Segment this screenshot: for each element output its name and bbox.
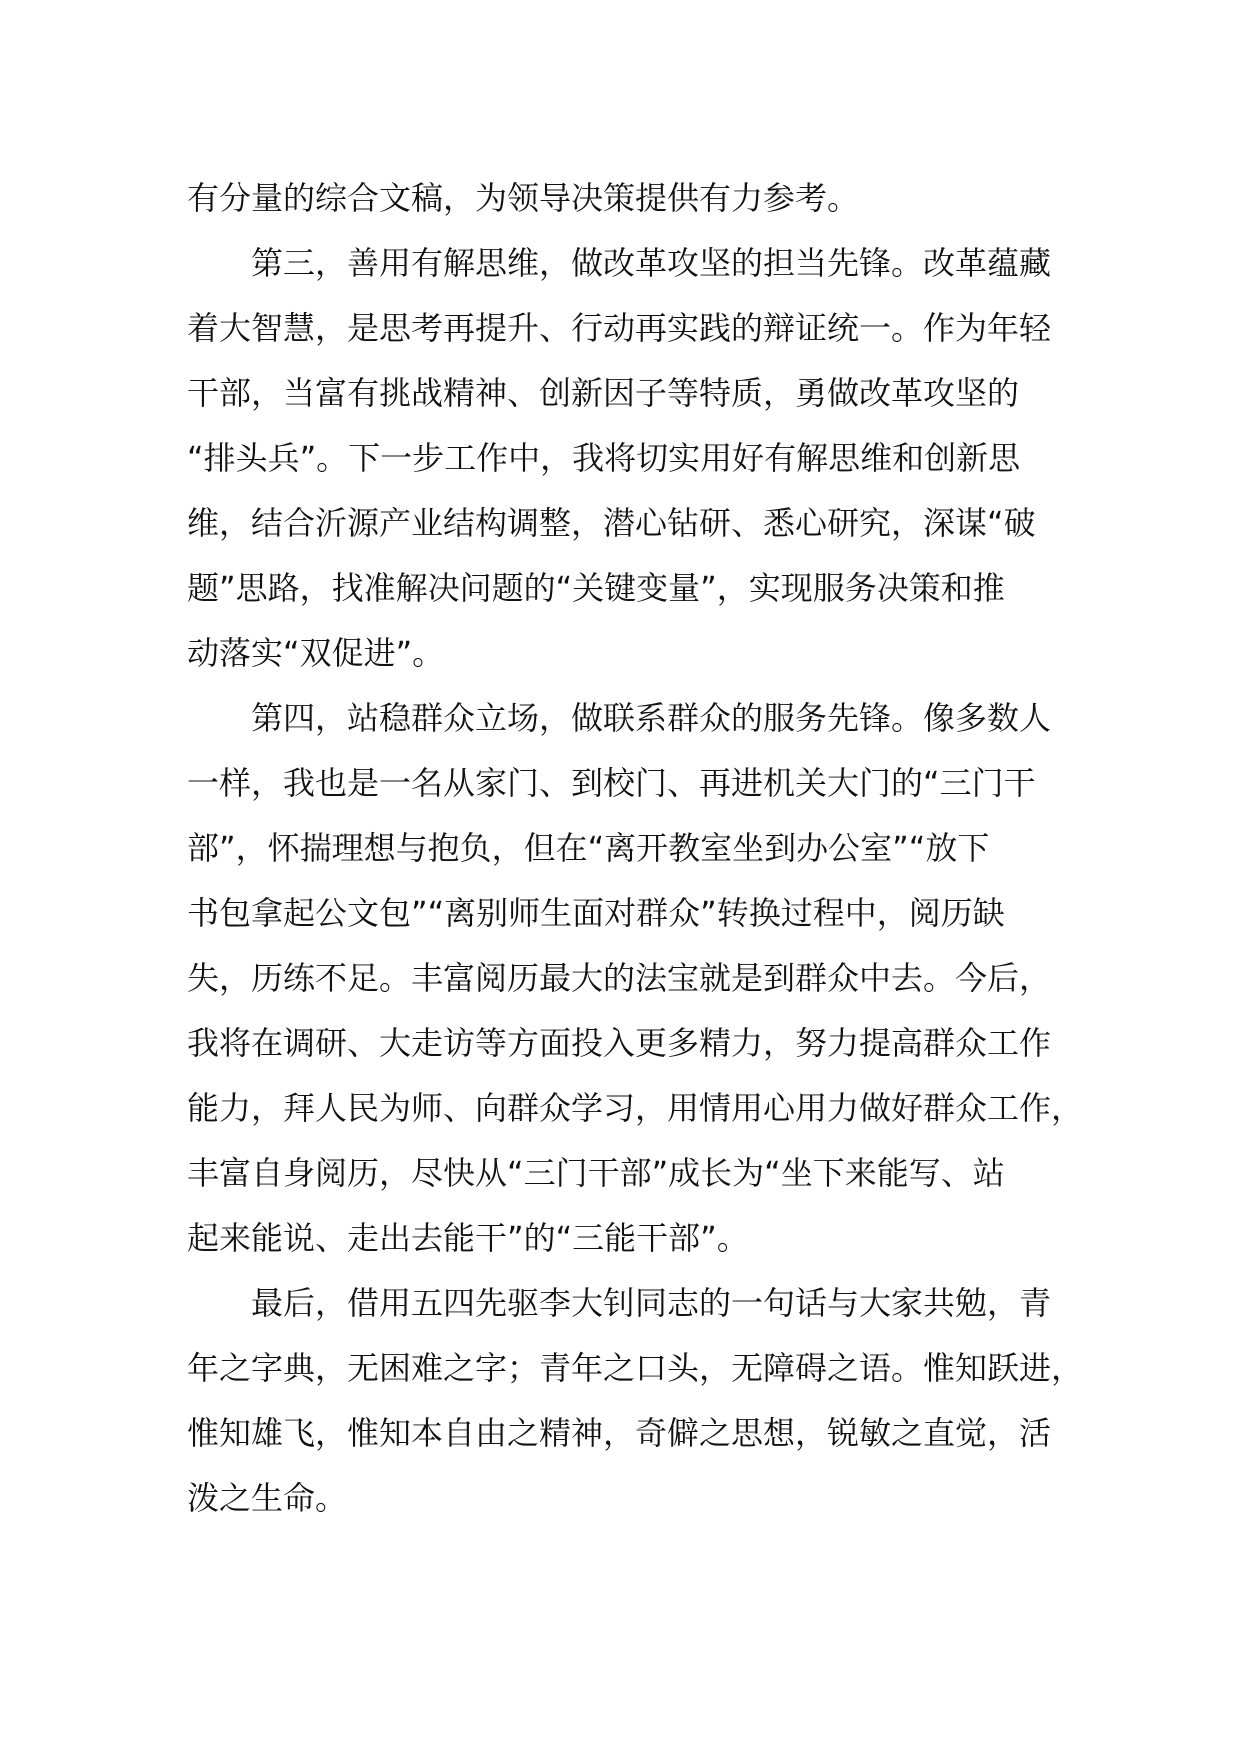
- text-line: 第四，站稳群众立场，做联系群众的服务先锋。像多数人: [251, 699, 1052, 737]
- text-line: 一样，我也是一名从家门、到校门、再进机关大门的“三门干: [187, 764, 1036, 802]
- text-line: 丰富自身阅历，尽快从“三门干部”成长为“坐下来能写、站: [187, 1154, 1005, 1192]
- text-line: 最后，借用五四先驱李大钊同志的一句话与大家共勉，青: [251, 1284, 1052, 1322]
- text-line: 干部，当富有挑战精神、创新因子等特质，勇做改革攻坚的: [187, 374, 1020, 412]
- text-line: 题”思路，找准解决问题的“关键变量”，实现服务决策和推: [187, 569, 1005, 607]
- text-line: 动落实“双促进”。: [187, 634, 445, 672]
- paragraph-4: [187, 1271, 1084, 1531]
- text-line: 我将在调研、大走访等方面投入更多精力，努力提高群众工作: [187, 1024, 1052, 1062]
- text-line: “排头兵”。下一步工作中，我将切实用好有解思维和创新思: [187, 439, 1021, 477]
- text-line: 年之字典，无困难之字；青年之口头，无障碍之语。惟知跃进，: [187, 1349, 1084, 1387]
- text-line: 维，结合沂源产业结构调整，潜心钻研、悉心研究，深谋“破: [187, 504, 1036, 542]
- paragraph-1: [187, 166, 1067, 231]
- text-line: 部”，怀揣理想与抱负，但在“离开教室坐到办公室”“放下: [187, 829, 990, 867]
- text-line: 有分量的综合文稿，为领导决策提供有力参考。: [187, 179, 860, 217]
- document-body: [187, 166, 1084, 1531]
- text-line: 书包拿起公文包”“离别师生面对群众”转换过程中，阅历缺: [187, 894, 1005, 932]
- paragraph-2: [187, 231, 1067, 686]
- paragraph-3: [187, 686, 1084, 1271]
- text-line: 着大智慧，是思考再提升、行动再实践的辩证统一。作为年轻: [187, 309, 1052, 347]
- text-line: 能力，拜人民为师、向群众学习，用情用心用力做好群众工作，: [187, 1089, 1084, 1127]
- text-line: 第三，善用有解思维，做改革攻坚的担当先锋。改革蕴藏: [251, 244, 1052, 282]
- text-line: 惟知雄飞，惟知本自由之精神，奇僻之思想，锐敏之直觉，活: [187, 1414, 1052, 1452]
- text-line: 失，历练不足。丰富阅历最大的法宝就是到群众中去。今后，: [187, 959, 1052, 997]
- text-line: 起来能说、走出去能干”的“三能干部”。: [187, 1219, 749, 1257]
- text-line: 泼之生命。: [187, 1479, 348, 1517]
